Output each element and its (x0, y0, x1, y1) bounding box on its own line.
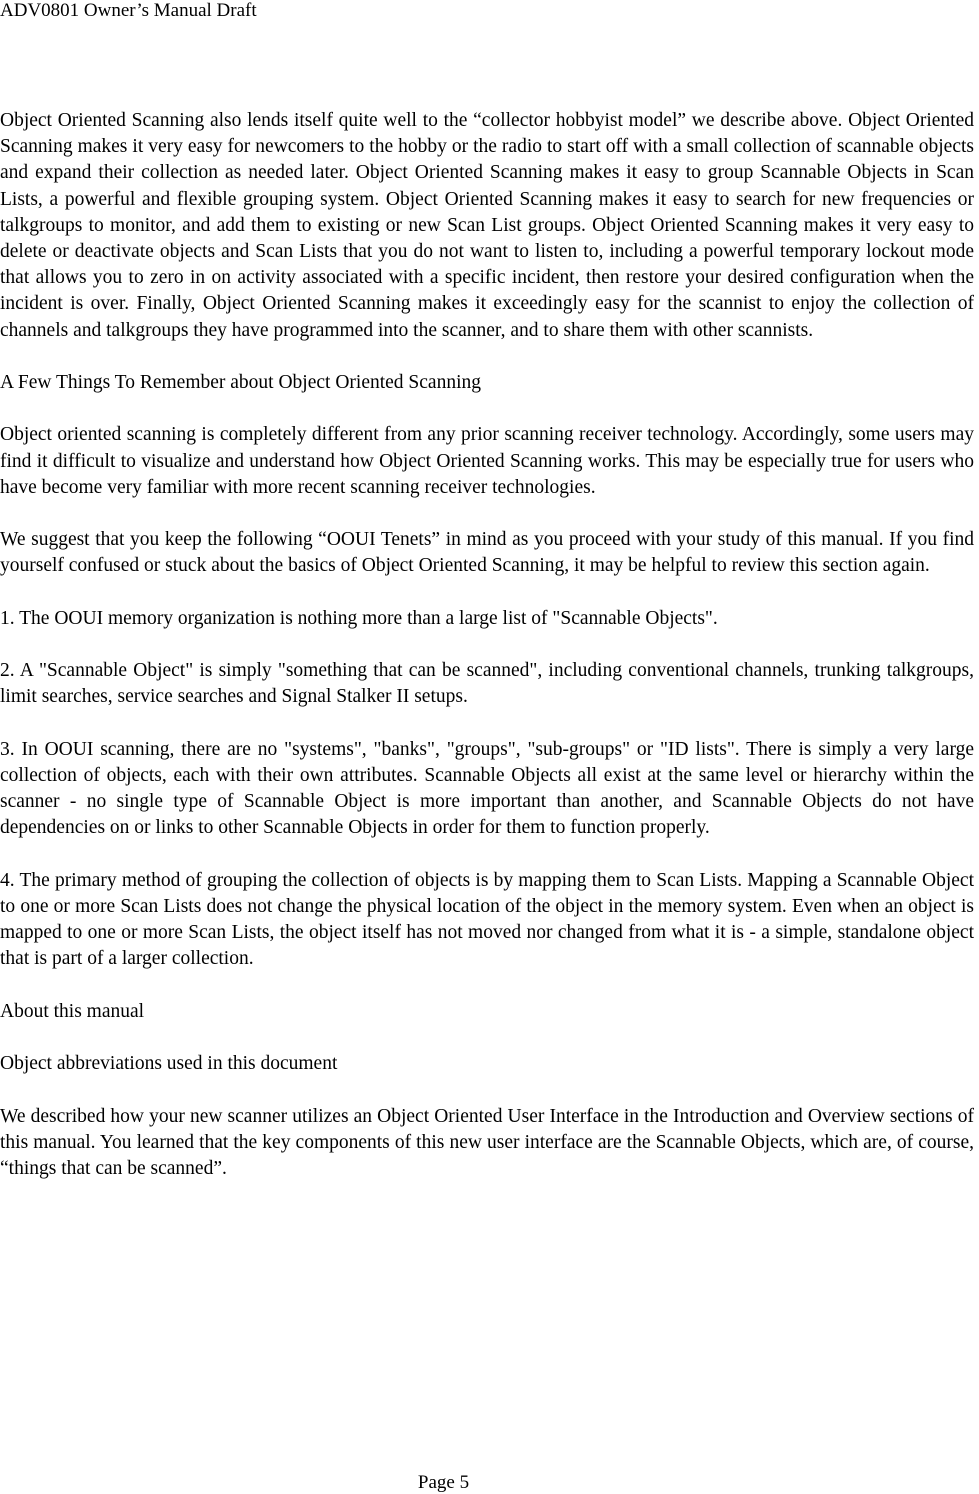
document-header: ADV0801 Owner’s Manual Draft (0, 0, 257, 21)
paragraph-collector-model: Object Oriented Scanning also lends itself quite well to the “collector hobbyist model” we describe above. Object Oriented Scanning makes it very easy for newcomers to the hobby or the radio to start off with a small collection of scannable objects and expand their collection as needed later. Object Oriented Scanning makes it easy to group Scannable Objects in Scan Lists, a powerful and flexible grouping system. Object Oriented Scanning makes it easy to search for new frequencies or talkgroups to monitor, and add them to existing or new Scan List groups. Object Oriented Scanning makes it very easy to delete or deactivate objects and Scan Lists that you do not want to listen to, including a powerful temporary lockout mode that allows you to zero in on activity associated with a specific incident, then restore your desired configuration when the incident is over. Finally, Object Oriented Scanning makes it exceedingly easy for the scannist to enjoy the collection of channels and talkgroups they have programmed into the scanner, and to share them with other scannists. (0, 110, 974, 341)
paragraph-scannable-objects-summary: We described how your new scanner utilizes an Object Oriented User Interface in the Introduction and Overview sections of this manual. You learned that the key components of this new user interface are the Scannable Objects, which are, of course, “things that can be scanned”. (0, 1105, 974, 1179)
tenet-3: 3. In OOUI scanning, there are no "systems", "banks", "groups", "sub-groups" or "ID lists". There is simply a very large collection of objects, each with their own attributes. Scannable Objects all exist at the same level or hierarchy within the scanner - no single type of Scannable Object is more important than another, and Scannable Objects do not have dependencies on or links to other Scannable Objects in order for them to function properly. (0, 738, 974, 839)
tenet-2: 2. A "Scannable Object" is simply "something that can be scanned", including conventional channels, trunking talkgroups, limit searches, service searches and Signal Stalker II setups. (0, 660, 974, 708)
paragraph-completely-different: Object oriented scanning is completely different from any prior scanning receiver technology. Accordingly, some users may find it difficult to visualize and understand how Object Oriented Scanning works. This may be especially true for users who have become very familiar with more recent scanning receiver technologies. (0, 424, 974, 498)
page-footer (0, 1472, 979, 1494)
section-heading-object-abbreviations: Object abbreviations used in this document (0, 1053, 338, 1075)
tenet-1: 1. The OOUI memory organization is nothing more than a large list of "Scannable Objects". (0, 607, 718, 629)
tenet-4: 4. The primary method of grouping the collection of objects is by mapping them to Scan Lists. Mapping a Scannable Object to one or more Scan Lists does not change the physical location of the object in the memory system. Even when an object is mapped to one or more Scan Lists, the object itself has not moved nor changed from what it is - a simple, standalone object that is part of a larger collection. (0, 869, 974, 970)
section-heading-things-to-remember: A Few Things To Remember about Object Oriented Scanning (0, 372, 481, 394)
paragraph-ooui-tenets-intro: We suggest that you keep the following “OOUI Tenets” in mind as you proceed with your study of this manual. If you find yourself confused or stuck about the basics of Object Oriented Scanning, it may be helpful to review this section again. (0, 529, 974, 577)
page-number: Page 5 (417, 1472, 470, 1493)
section-heading-about-manual: About this manual (0, 1000, 145, 1022)
document-body (0, 108, 974, 1208)
